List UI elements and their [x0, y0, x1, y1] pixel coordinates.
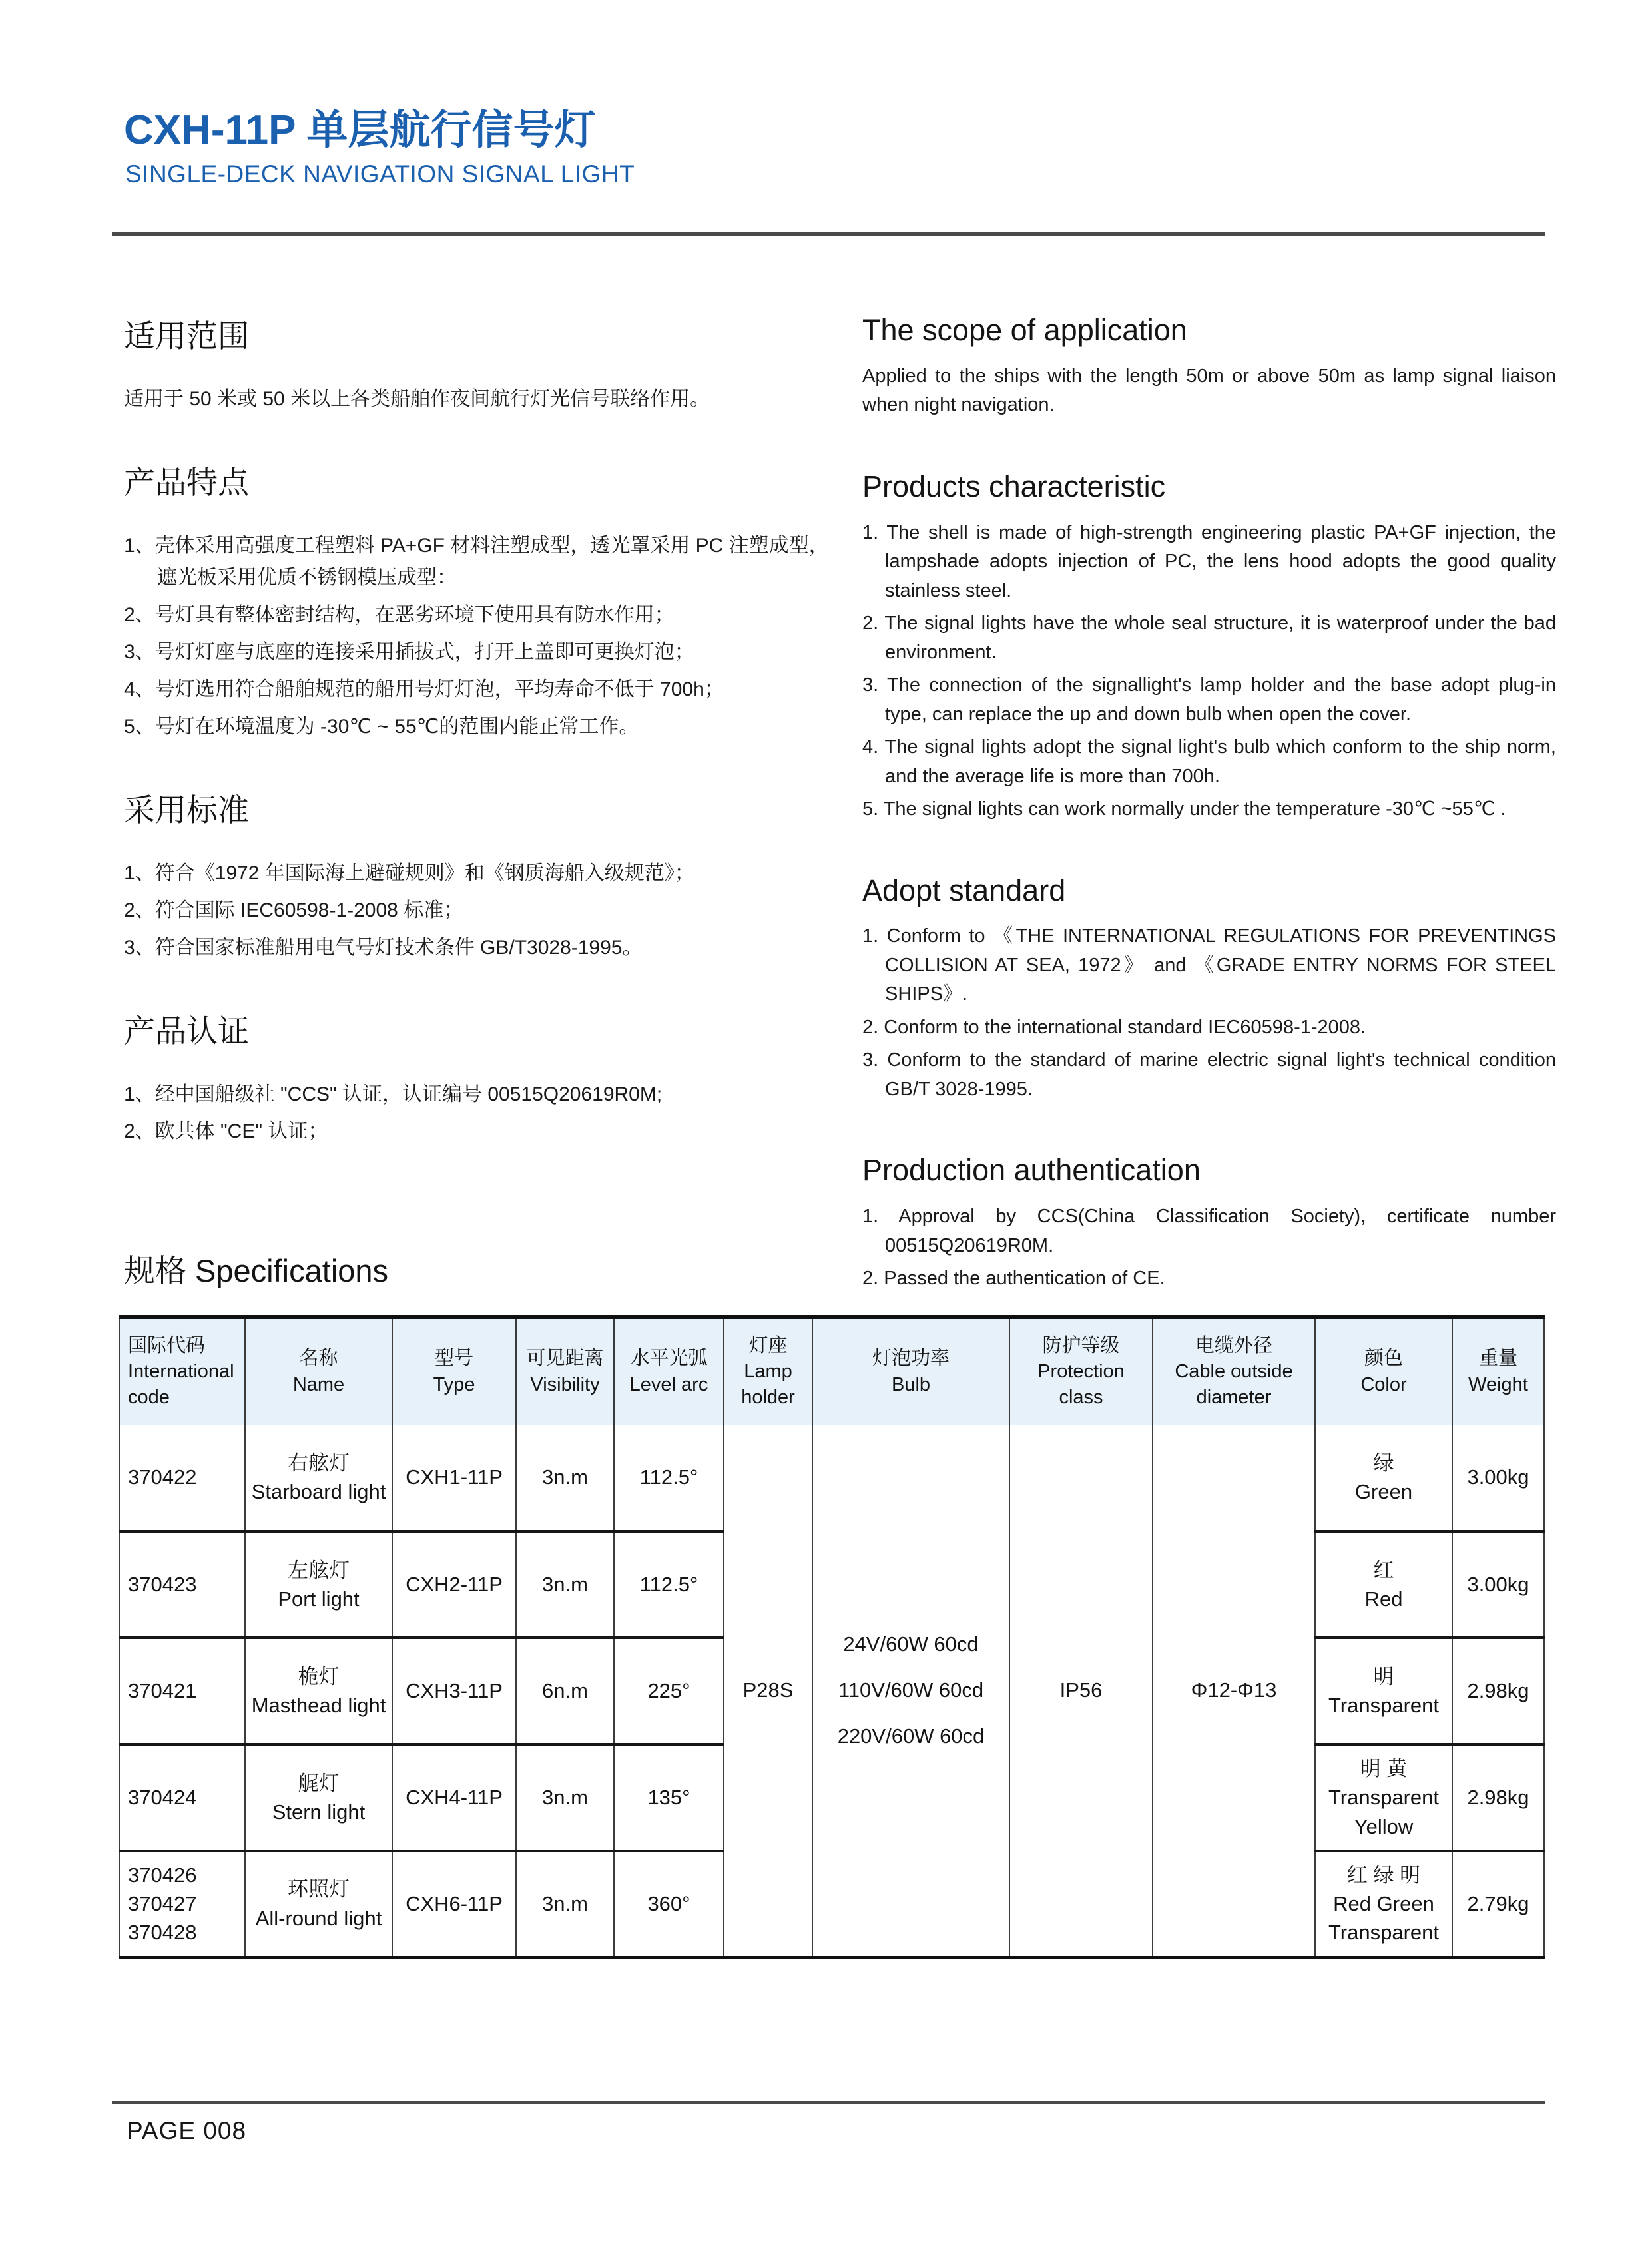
name-en: Stern light — [272, 1800, 366, 1824]
specifications-heading: 规格 Specifications — [124, 1253, 389, 1288]
name-zh: 环照灯 — [288, 1877, 350, 1901]
code-value: 370426 — [128, 1863, 197, 1887]
cell-code — [119, 1638, 245, 1744]
section-heading: Adopt standard — [862, 873, 1066, 907]
page-number: PAGE 008 — [127, 2117, 247, 2144]
color-zh: 明 — [1373, 1664, 1394, 1688]
col-header-en: Type — [433, 1373, 475, 1395]
section-heading: 采用标准 — [124, 792, 249, 828]
list-item: 3、号灯灯座与底座的连接采用插拔式，打开上盖即可更换灯泡； — [124, 641, 694, 664]
col-header-bulb — [812, 1317, 1009, 1425]
section-body: 适用于 50 米或 50 米以上各类船舶作夜间航行灯光信号联络作用。 — [124, 388, 710, 411]
col-header-zh: 可见距离 — [526, 1348, 604, 1370]
cell-visibility: 3n.m — [516, 1851, 614, 1957]
col-header-color — [1315, 1317, 1452, 1425]
code-value: 370421 — [128, 1679, 197, 1703]
name-zh: 右舷灯 — [288, 1451, 350, 1475]
col-header-zh: 颜色 — [1364, 1348, 1403, 1370]
name-zh: 左舷灯 — [288, 1558, 350, 1582]
bulb-option: 110V/60W 60cd — [838, 1678, 984, 1702]
page-title-zh: CXH-11P 单层航行信号灯 — [124, 107, 596, 153]
section-heading: Production authentication — [862, 1153, 1201, 1188]
cell-name — [245, 1851, 392, 1957]
section-features-zh — [124, 465, 843, 743]
col-header-zh: 型号 — [434, 1348, 473, 1370]
section-body: Applied to the ships with the length 50m or above 50m as lamp signal liaison when night navigation. — [862, 365, 1556, 416]
list-item: 2、号灯具有整体密封结构，在恶劣环境下使用具有防水作用； — [124, 604, 675, 626]
code-value: 370424 — [128, 1786, 197, 1810]
cell-bulb — [812, 1425, 1009, 1957]
col-header-type — [392, 1317, 516, 1425]
section-standards-zh — [124, 792, 843, 964]
col-header-zh: 灯座 — [748, 1334, 788, 1356]
color-zh: 红 — [1373, 1558, 1394, 1582]
name-en: Port light — [278, 1587, 360, 1611]
color-zh: 红 绿 明 — [1346, 1863, 1421, 1887]
cell-type: CXH1-11P — [392, 1425, 516, 1531]
list-item: 1、符合《1972 年国际海上避碰规则》和《钢质海船入级规范》； — [124, 862, 694, 885]
col-header-en: Weight — [1468, 1373, 1528, 1395]
header-divider — [112, 232, 1545, 236]
section-cert-en — [862, 1153, 1556, 1293]
col-header-en: Color — [1360, 1373, 1407, 1395]
cell-color — [1315, 1425, 1452, 1531]
list-item: 2、符合国际 IEC60598-1-2008 标准； — [124, 899, 464, 922]
col-header-zh: 水平光弧 — [630, 1348, 708, 1370]
list-item: 4. The signal lights adopt the signal light's bulb which conform to the ship norm, and the average life is more than 700h. — [862, 736, 1556, 787]
col-header-lamp-holder — [724, 1317, 812, 1425]
col-header-name — [245, 1317, 392, 1425]
col-header-zh: 防护等级 — [1042, 1334, 1120, 1356]
list-item: 3、符合国家标准船用电气号灯技术条件 GB/T3028-1995。 — [124, 937, 643, 959]
cell-name — [245, 1531, 392, 1638]
code-value: 370423 — [128, 1573, 197, 1597]
list-item: 1. Conform to 《THE INTERNATIONAL REGULATIONS FOR PREVENTINGS COLLISION AT SEA, 1972》 and 《GRADE ENTRY NORMS FOR STEEL SHIPS》. — [862, 925, 1556, 1005]
cell-weight: 2.98kg — [1452, 1638, 1544, 1744]
section-standards-en — [862, 873, 1556, 1105]
cell-protection-class: IP56 — [1009, 1425, 1153, 1957]
section-heading: 产品认证 — [124, 1013, 249, 1049]
name-en: Starboard light — [251, 1480, 386, 1503]
col-header-en: International code — [128, 1360, 234, 1409]
cell-color — [1315, 1638, 1452, 1744]
cell-level-arc: 112.5° — [614, 1531, 724, 1638]
color-zh: 绿 — [1373, 1451, 1394, 1475]
cell-visibility: 6n.m — [516, 1638, 614, 1744]
list-item: 1、壳体采用高强度工程塑料 PA+GF 材料注塑成型，透光罩采用 PC 注塑成型，遮光板采用优质不锈钢模压成型： — [124, 535, 829, 589]
col-header-en: Level arc — [629, 1373, 708, 1395]
section-heading: 产品特点 — [124, 465, 249, 501]
cell-color — [1315, 1744, 1452, 1851]
section-scope-en — [862, 313, 1556, 420]
color-en: Transparent Yellow — [1328, 1786, 1439, 1838]
list-item: 3. The connection of the signallight's lamp holder and the base adopt plug-in type, can replace the up and down bulb when open the cover. — [862, 674, 1556, 725]
color-en: Green — [1354, 1480, 1413, 1503]
col-header-zh: 电缆外径 — [1195, 1334, 1272, 1356]
bulb-option: 24V/60W 60cd — [843, 1632, 979, 1656]
cell-weight: 2.98kg — [1452, 1744, 1544, 1851]
cell-code — [119, 1531, 245, 1638]
list-item: 2、欧共体 "CE" 认证； — [124, 1120, 328, 1143]
list-item: 1. Approval by CCS(China Classification Society), certificate number 00515Q20619R0M. — [862, 1206, 1556, 1256]
table-row — [119, 1425, 1544, 1531]
col-header-zh: 灯泡功率 — [872, 1348, 950, 1370]
page-title-en: SINGLE-DECK NAVIGATION SIGNAL LIGHT — [125, 160, 635, 188]
list-item: 5、号灯在环境温度为 -30℃ ~ 55℃的范围内能正常工作。 — [124, 716, 639, 738]
cell-name — [245, 1638, 392, 1744]
cell-cable-diameter: Φ12-Φ13 — [1153, 1425, 1315, 1957]
section-heading: The scope of application — [862, 313, 1187, 347]
code-value: 370428 — [128, 1921, 197, 1945]
specifications-table — [119, 1315, 1545, 1959]
col-header-en: Bulb — [891, 1373, 931, 1395]
cell-level-arc: 225° — [614, 1638, 724, 1744]
list-item: 2. Passed the authentication of CE. — [862, 1268, 1165, 1289]
col-header-zh: 国际代码 — [128, 1334, 206, 1356]
cell-level-arc: 360° — [614, 1851, 724, 1957]
cell-visibility: 3n.m — [516, 1531, 614, 1638]
code-value: 370427 — [128, 1892, 197, 1916]
name-en: All-round light — [255, 1906, 382, 1930]
col-header-zh: 名称 — [299, 1348, 338, 1370]
cell-weight: 3.00kg — [1452, 1531, 1544, 1638]
list-item: 2. Conform to the international standard IEC60598-1-2008. — [862, 1016, 1366, 1038]
cell-type: CXH3-11P — [392, 1638, 516, 1744]
bulb-option: 220V/60W 60cd — [837, 1724, 985, 1748]
col-header-en: Name — [292, 1373, 345, 1395]
col-header-level-arc — [614, 1317, 724, 1425]
section-scope-zh — [124, 318, 843, 415]
col-header-en: Cable outside diameter — [1175, 1360, 1293, 1409]
cell-visibility: 3n.m — [516, 1425, 614, 1531]
document-header — [124, 108, 635, 188]
color-en: Transparent — [1328, 1694, 1439, 1717]
name-zh: 艉灯 — [298, 1771, 340, 1795]
cell-weight: 2.79kg — [1452, 1851, 1544, 1957]
col-header-zh: 重量 — [1478, 1348, 1517, 1370]
cell-code — [119, 1425, 245, 1531]
list-item: 3. Conform to the standard of marine electric signal light's technical condition GB/T 3028-1995. — [862, 1049, 1556, 1100]
col-header-cable-diameter — [1153, 1317, 1315, 1425]
section-heading: Products characteristic — [862, 469, 1166, 503]
cell-type: CXH4-11P — [392, 1744, 516, 1851]
color-en: Red Green Transparent — [1328, 1892, 1439, 1945]
cell-type: CXH6-11P — [392, 1851, 516, 1957]
list-item: 1、经中国船级社 "CCS" 认证，认证编号 00515Q20619R0M; — [124, 1083, 663, 1106]
color-zh: 明 黄 — [1360, 1756, 1408, 1780]
col-header-en: Visibility — [530, 1373, 600, 1395]
cell-color — [1315, 1531, 1452, 1638]
cell-level-arc: 135° — [614, 1744, 724, 1851]
cell-type: CXH2-11P — [392, 1531, 516, 1638]
code-value: 370422 — [128, 1465, 197, 1489]
color-en: Red — [1364, 1587, 1403, 1611]
name-zh: 桅灯 — [298, 1664, 340, 1688]
section-cert-zh — [124, 1013, 843, 1148]
col-header-weight — [1452, 1317, 1544, 1425]
list-item: 2. The signal lights have the whole seal structure, it is waterproof under the bad environment. — [862, 613, 1556, 663]
name-en: Masthead light — [251, 1694, 386, 1717]
cell-color — [1315, 1851, 1452, 1957]
col-header-visibility — [516, 1317, 614, 1425]
cell-level-arc: 112.5° — [614, 1425, 724, 1531]
list-item: 1. The shell is made of high-strength engineering plastic PA+GF injection, the lampshade adopts injection of PC, the lens hood adopts the good quality stainless steel. — [862, 521, 1556, 601]
col-header-protection-class — [1009, 1317, 1153, 1425]
col-header-international-code — [119, 1317, 245, 1425]
chinese-column — [124, 318, 843, 1197]
col-header-en: Lamp holder — [741, 1360, 795, 1409]
cell-visibility: 3n.m — [516, 1744, 614, 1851]
table-header-row — [119, 1317, 1544, 1425]
english-column — [862, 313, 1556, 1343]
cell-name — [245, 1744, 392, 1851]
cell-weight: 3.00kg — [1452, 1425, 1544, 1531]
list-item: 5. The signal lights can work normally under the temperature -30℃ ~55℃ . — [862, 798, 1506, 820]
cell-lamp-holder: P28S — [724, 1425, 812, 1957]
col-header-en: Protection class — [1037, 1360, 1125, 1409]
section-features-en — [862, 469, 1556, 824]
footer-divider — [112, 2101, 1545, 2104]
cell-code — [119, 1851, 245, 1957]
cell-name — [245, 1425, 392, 1531]
list-item: 4、号灯选用符合船舶规范的船用号灯灯泡，平均寿命不低于 700h； — [124, 678, 724, 701]
section-heading: 适用范围 — [124, 318, 249, 354]
cell-code — [119, 1744, 245, 1851]
